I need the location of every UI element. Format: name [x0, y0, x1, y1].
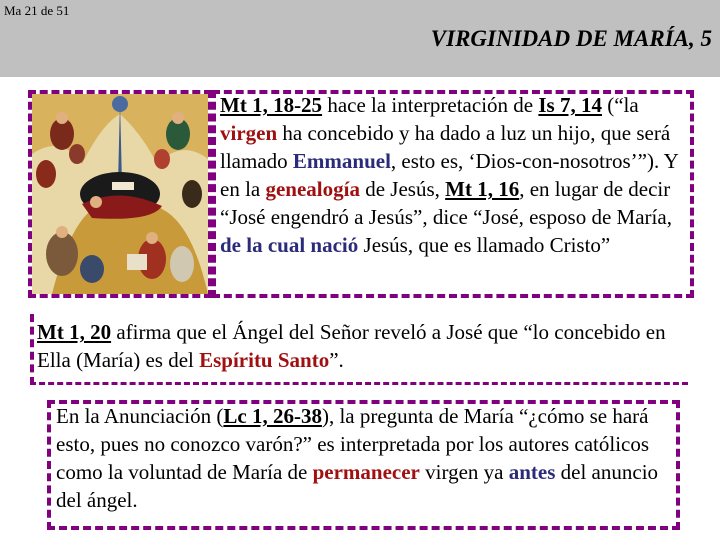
text: hace la interpretación de [322, 93, 539, 117]
ref-is-7-14: Is 7, 14 [538, 93, 602, 117]
text: Jesús, que es llamado Cristo” [358, 233, 611, 257]
text: ), la pregunta de María “¿cómo se hará esto, pues no conozco varón?” es interpretada por los autores católicos como la voluntad de María de [56, 404, 650, 484]
text: de Jesús, [359, 177, 446, 201]
icon-frame [28, 90, 212, 298]
paragraph-2 [37, 318, 682, 374]
paragraph-3 [56, 402, 668, 514]
highlight-permanecer: permanecer [312, 460, 420, 484]
text: , esto es, ‘Dios-con-nosotros’”). Y en la [220, 149, 679, 201]
highlight-antes: antes [508, 460, 556, 484]
highlight-espiritu-santo: Espíritu Santo [199, 348, 330, 372]
ref-lc-1-26-38: Lc 1, 26-38 [223, 404, 322, 428]
slide-counter: Ma 21 de 51 [4, 3, 70, 18]
text: afirma que el Ángel del Señor reveló a José que “lo concebido en Ella (María) es del [37, 320, 666, 372]
text: ha concebido y ha dado a luz un hijo, que será llamado [220, 121, 671, 173]
text: del anuncio del ángel. [56, 460, 659, 512]
highlight-emmanuel: Emmanuel [292, 149, 391, 173]
text: ”. [329, 348, 344, 372]
text: En la Anunciación ( [56, 404, 224, 428]
ref-mt-1-16: Mt 1, 16 [445, 177, 520, 201]
slide-title: VIRGINIDAD DE MARÍA, 5 [430, 26, 712, 51]
nativity-icon [32, 94, 208, 294]
text: , en lugar de decir “José engendró a Jesús”, dice “José, esposo de María, [220, 177, 672, 229]
highlight-virgen: virgen [220, 121, 278, 145]
text: (“la [601, 93, 639, 117]
ref-mt-1-18-25: Mt 1, 18-25 [220, 93, 323, 117]
highlight-de-la-cual-nacio: de la cual nació [220, 233, 359, 257]
ref-mt-1-20: Mt 1, 20 [37, 320, 112, 344]
paragraph-1 [220, 91, 682, 259]
highlight-genealogia: genealogía [265, 177, 360, 201]
text: virgen ya [419, 460, 509, 484]
